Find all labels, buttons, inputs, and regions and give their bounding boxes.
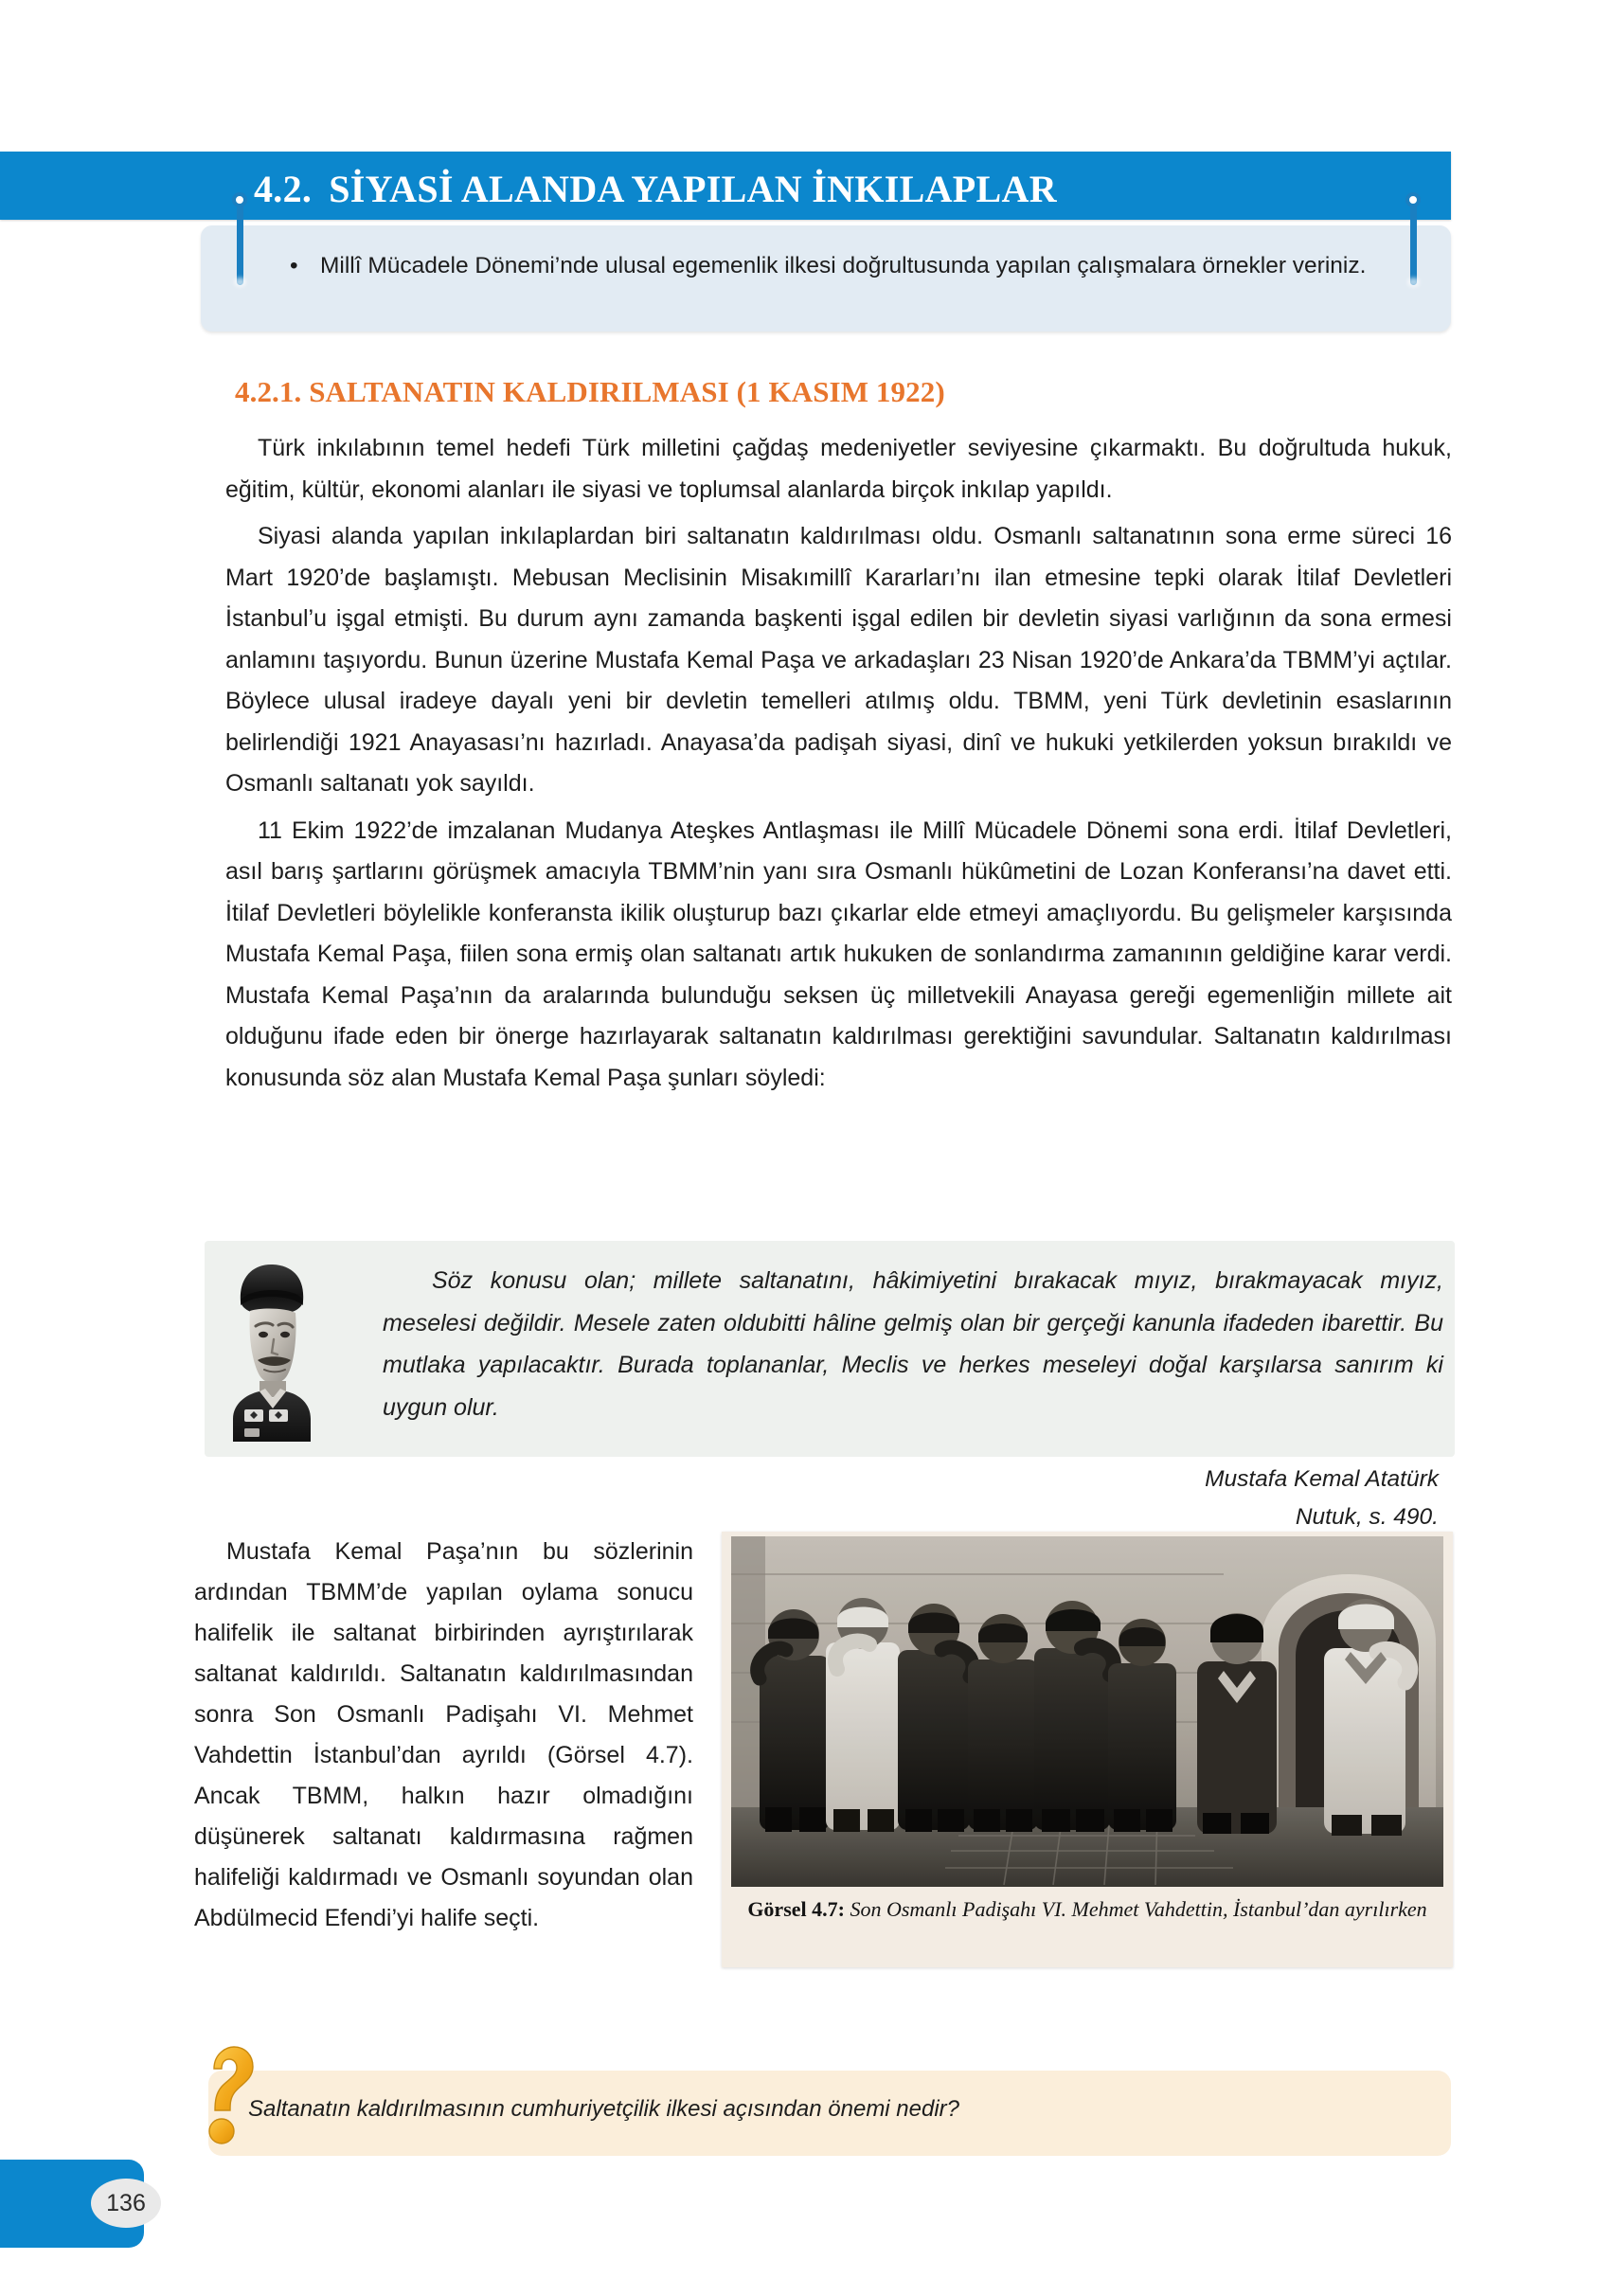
objective-item-text: Millî Mücadele Dönemi’nde ulusal egemenlik ilkesi doğrultusunda yapılan çalışmalara örnekler veriniz. [320, 253, 1367, 278]
learning-objective-list [284, 248, 1402, 283]
list-item [284, 248, 1402, 283]
pushpin-left-icon [232, 192, 247, 285]
page-title [254, 167, 1057, 211]
quote-author: Mustafa Kemal Atatürk [1205, 1466, 1439, 1492]
figure-caption [731, 1894, 1443, 1924]
paragraph: Türk inkılabının temel hedefi Türk milletini çağdaş medeniyetler seviyesine çıkarmaktı. Bu doğrultuda hukuk, eğitim, kültür, ekonomi alanları ile siyasi ve toplumsal alanlarda birçok inkılap yapıldı. [225, 435, 1452, 503]
page-title-text: SİYASİ ALANDA YAPILAN İNKILAPLAR [329, 168, 1057, 210]
pushpin-right-icon [1405, 192, 1421, 285]
quote-source: Nutuk, s. 490. [1295, 1503, 1439, 1530]
pushpin-stem [237, 200, 243, 285]
question-text: Saltanatın kaldırılmasının cumhuriyetçilik ilkesi açısından önemi nedir? [248, 2096, 960, 2122]
page-title-number: 4.2. [254, 168, 313, 210]
pushpin-head [1405, 192, 1421, 207]
pushpin-tip-glow [234, 278, 246, 287]
quote-text: Söz konusu olan; millete saltanatını, hâkimiyetini bırakacak mıyız, bırakmayacak mıyız, meselesi değildir. Mesele zaten oldubitti hâline gelmiş olan bir gerçeği kanunla ifadeden ibarettir. Bu mutlaka yapılacaktır. Burada toplananlar, Meclis ve herkes meseleyi doğal karşılarsa sanırım ki uygun olur. [383, 1267, 1443, 1421]
figure-caption-label: Görsel 4.7: [747, 1897, 845, 1921]
subsection-heading: 4.2.1. SALTANATIN KALDIRILMASI (1 KASIM 1922) [235, 375, 945, 408]
paragraph: Mustafa Kemal Paşa’nın bu sözlerinin ardından TBMM’de yapılan oylama sonucu halifelik ile saltanat birbirinden ayrıştırılarak saltanat kaldırıldı. Saltanatın kaldırılmasından sonra Son Osmanlı Padişahı VI. Mehmet Vahdettin İstanbul’dan ayrıldı (Görsel 4.7). Ancak TBMM, halkın hazır olmadığını düşünerek saltanatı kaldırmasına rağmen halifeliği kaldırmadı ve Osmanlı soyundan olan Abdülmecid Efendi’yi halife seçti. [194, 1538, 693, 1931]
ataturk-portrait-image [225, 1256, 316, 1442]
pushpin-tip-glow [1407, 278, 1420, 287]
figure-photo [731, 1536, 1443, 1887]
lower-text-column [194, 1532, 693, 1939]
bullet-icon: • [290, 253, 298, 278]
pushpin-stem [1410, 200, 1417, 285]
question-mark-icon [202, 2046, 255, 2146]
paragraph: 11 Ekim 1922’de imzalanan Mudanya Ateşkes Antlaşması ile Millî Mücadele Dönemi sona erdi. İtilaf Devletleri, asıl barış şartlarını görüşmek amacıyla TBMM’nin yanı sıra Osmanlı hükûmetini de Lozan Konferansı’na davet etti. İtilaf Devletleri böylelikle konferansta ikilik oluşturup bazı çıkarlar elde etmeyi amaçlıyordu. Bu gelişmeler karşısında Mustafa Kemal Paşa, fiilen sona ermiş olan saltanatı artık hukuken de sonlandırma zamanının geldiğine karar verdi. Mustafa Kemal Paşa’nın da aralarında bulunduğu seksen üç milletvekili Anayasa gereği egemenliğin millete ait olduğunu ifade eden bir önerge hazırlayarak saltanatın kaldırılması gerektiğini savundular. Saltanatın kaldırılması konusunda söz alan Mustafa Kemal Paşa şunları söyledi: [225, 816, 1452, 1091]
quote-attribution [776, 1461, 1439, 1535]
paragraph: Siyasi alanda yapılan inkılaplardan biri saltanatın kaldırılması oldu. Osmanlı saltanatının sona erme süreci 16 Mart 1920’de başlamıştı. Mebusan Meclisinin Misakımillî Kararları’nı ilan etmesine tepki olarak İtilaf Devletleri İstanbul’u işgal etmişti. Bu durum aynı zamanda başkenti işgal edilen bir devletin siyasi varlığının da sona ermesi anlamını taşıyordu. Bunun üzerine Mustafa Kemal Paşa ve arkadaşları 23 Nisan 1920’de Ankara’da TBMM’yi açtılar. Böylece ulusal iradeye dayalı yeni bir devletin temelleri atılmış oldu. TBMM, yeni Türk devletinin esaslarının belirlendiği 1921 Anayasası’nı hazırladı. Anayasa’da padişah siyasi, dinî ve hukuki yetkilerden yoksun bırakıldı ve Osmanlı saltanatı yok sayıldı. [225, 523, 1452, 797]
pushpin-head [232, 192, 247, 207]
figure-caption-text: Son Osmanlı Padişahı VI. Mehmet Vahdettin, İstanbul’dan ayrılırken [850, 1897, 1427, 1921]
body-text-column [225, 428, 1452, 1104]
page-number: 136 [91, 2179, 161, 2228]
